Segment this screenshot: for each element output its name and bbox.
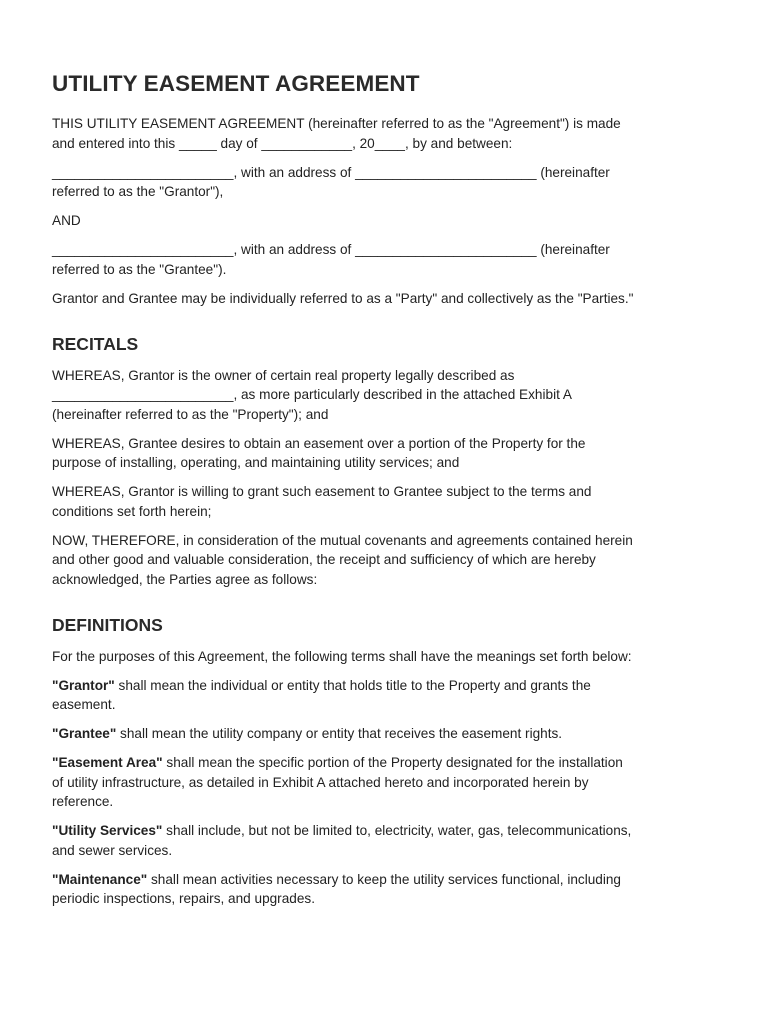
recital-line: ________________________, as more particularly described in the attached Exhibit A	[52, 387, 572, 402]
recitals-heading: RECITALS	[52, 334, 139, 354]
definition-item	[52, 724, 724, 744]
definition-line: reference.	[52, 794, 114, 809]
intro-line: and entered into this _____ day of ____________, 20____, by and between:	[52, 135, 513, 151]
recital-line: WHEREAS, Grantor is the owner of certain real property legally described as	[52, 367, 515, 383]
definition-item	[52, 870, 724, 909]
grantor-line: referred to as the "Grantor"),	[52, 184, 224, 199]
definition-line: periodic inspections, repairs, and upgrades.	[52, 891, 315, 906]
recital-paragraph	[52, 482, 724, 521]
grantor-line: ________________________, with an address of ________________________ (hereinafter	[52, 164, 610, 180]
intro-paragraph	[52, 114, 724, 153]
definitions-intro: For the purposes of this Agreement, the following terms shall have the meanings set forth below:	[52, 648, 632, 664]
definition-line: shall mean the individual or entity that holds title to the Property and grants the	[114, 677, 591, 693]
recital-paragraph	[52, 366, 724, 425]
grantee-party-paragraph	[52, 240, 724, 279]
definition-line: easement.	[52, 697, 116, 712]
and-text: AND	[52, 213, 81, 228]
definition-term: "Maintenance"	[52, 871, 148, 887]
definition-line: of utility infrastructure, as detailed in Exhibit A attached hereto and incorporated herein by	[52, 774, 589, 790]
definition-term: "Grantee"	[52, 726, 117, 741]
recital-line: WHEREAS, Grantor is willing to grant such easement to Grantee subject to the terms and	[52, 484, 592, 499]
definitions-heading: DEFINITIONS	[52, 615, 163, 635]
parties-paragraph: Grantor and Grantee may be individually referred to as a "Party" and collectively as the "Parties."	[52, 290, 634, 306]
grantee-line: referred to as the "Grantee").	[52, 261, 227, 277]
definition-term: "Grantor"	[52, 677, 115, 693]
grantor-party-paragraph	[52, 163, 724, 202]
definition-line: shall include, but not be limited to, electricity, water, gas, telecommunications,	[162, 823, 632, 838]
recital-line: purpose of installing, operating, and maintaining utility services; and	[52, 455, 460, 470]
definition-item	[52, 676, 724, 715]
grantee-line: ________________________, with an address of ________________________ (hereinafter	[52, 242, 610, 257]
definition-item	[52, 753, 724, 812]
intro-line: THIS UTILITY EASEMENT AGREEMENT (hereinafter referred to as the "Agreement") is made	[52, 116, 621, 131]
recital-line: (hereinafter referred to as the "Property"); and	[52, 406, 329, 422]
definition-line: shall mean the utility company or entity that receives the easement rights.	[116, 726, 563, 741]
definition-line: shall mean the specific portion of the Property designated for the installation	[162, 755, 623, 770]
definition-line: and sewer services.	[52, 842, 173, 858]
document-title: UTILITY EASEMENT AGREEMENT	[52, 71, 420, 96]
recital-line: WHEREAS, Grantee desires to obtain an easement over a portion of the Property for the	[52, 435, 586, 451]
recital-line: conditions set forth herein;	[52, 503, 212, 519]
definition-item	[52, 821, 724, 860]
recital-line: and other good and valuable consideration, the receipt and sufficiency of which are hereby	[52, 552, 596, 567]
definition-term: "Easement Area"	[52, 755, 163, 770]
document-page	[52, 68, 724, 909]
recital-paragraph	[52, 531, 724, 590]
definition-term: "Utility Services"	[52, 823, 163, 838]
recital-paragraph	[52, 434, 724, 473]
recital-line: acknowledged, the Parties agree as follows:	[52, 571, 318, 587]
recital-line: NOW, THEREFORE, in consideration of the mutual covenants and agreements contained herein	[52, 532, 633, 548]
definition-line: shall mean activities necessary to keep the utility services functional, including	[147, 871, 621, 887]
